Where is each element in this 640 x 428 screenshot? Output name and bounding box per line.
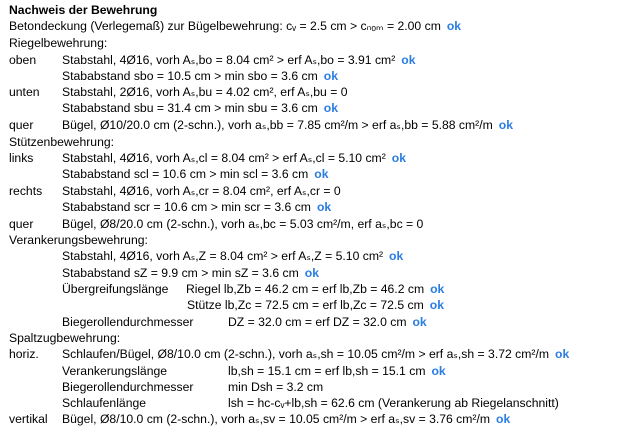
verankerung-line-1: Stabstahl, 4Ø16, vorh Aₛ,Z = 8.04 cm² > erf Aₛ,Z = 5.10 cm² ok <box>62 249 404 263</box>
verankerung-line-2: Stababstand sZ = 9.9 cm > min sZ = 3.6 cm ok <box>62 266 319 280</box>
ok-mark: ok <box>446 19 462 33</box>
ok-mark: ok <box>429 298 444 312</box>
uebergreifung-riegel: Riegel lb,Zb = 46.2 cm = erf lb,Zb = 46.2 cm ok <box>186 282 445 296</box>
biegerolle-value-1: DZ = 32.0 cm = erf DZ = 32.0 cm ok <box>228 315 427 329</box>
schlaufenlaenge-label: Schlaufenlänge <box>62 396 147 410</box>
verankerungslaenge-value: lb,sh = 15.1 cm = erf lb,sh = 15.1 cm ok <box>228 364 446 378</box>
quer-stuetze-line: Bügel, Ø8/20.0 cm (2-schn.), vorh aₛ,bc = 5.03 cm²/m, erf aₛ,bc = 0 <box>62 217 424 231</box>
spaltzug-heading: Spaltzugbewehrung: <box>9 331 121 345</box>
ok-mark: ok <box>314 167 329 181</box>
biegerolle-label-1: Biegerollendurchmesser <box>62 315 194 329</box>
riegel-heading: Riegelbewehrung: <box>9 36 108 50</box>
ok-mark: ok <box>323 101 338 115</box>
ok-mark: ok <box>401 53 416 67</box>
ok-mark: ok <box>498 118 513 132</box>
ok-mark: ok <box>496 412 511 426</box>
biegerolle-value-2: min Dsh = 3.2 cm <box>228 380 324 394</box>
ok-mark: ok <box>431 364 446 378</box>
rechts-line-2: Stababstand scr = 10.6 cm > min scr = 3.6 cm ok <box>62 200 332 214</box>
row-label-quer-stuetze: quer <box>9 217 34 231</box>
links-line-1: Stabstahl, 4Ø16, vorh Aₛ,cl = 8.04 cm² > erf Aₛ,cl = 5.10 cm² ok <box>62 151 406 165</box>
uebergreifung-label: Übergreifungslänge <box>62 282 169 296</box>
row-label-vertikal: vertikal <box>9 412 48 426</box>
verankerung-heading: Verankerungsbewehrung: <box>9 233 148 247</box>
vertikal-line-1: Bügel, Ø8/10.0 cm (2-schn.), vorh aₛ,sv = 10.05 cm²/m > erf aₛ,sv = 3.76 cm²/m ok <box>62 412 511 426</box>
unten-line-1: Stabstahl, 2Ø16, vorh Aₛ,bu = 4.02 cm², erf Aₛ,bu = 0 <box>62 85 348 99</box>
betondeckung-line: Betondeckung (Verlegemaß) zur Bügelbewehrung: cᵥ = 2.5 cm > cₙₒₘ = 2.00 cm ok <box>9 19 462 33</box>
row-label-quer: quer <box>9 118 34 132</box>
row-label-rechts: rechts <box>9 184 43 198</box>
row-label-oben: oben <box>9 53 37 67</box>
uebergreifung-stuetze: Stütze lb,Zc = 72.5 cm = erf lb,Zc = 72.5 cm ok <box>187 298 444 312</box>
ok-mark: ok <box>555 347 570 361</box>
ok-mark: ok <box>304 266 319 280</box>
unten-line-2: Stababstand sbu = 31.4 cm > min sbu = 3.6 cm ok <box>62 101 338 115</box>
page-title: Nachweis der Bewehrung <box>9 3 158 17</box>
oben-line-1: Stabstahl, 4Ø16, vorh Aₛ,bo = 8.04 cm² > erf Aₛ,bo = 3.91 cm² ok <box>62 53 416 67</box>
rechts-line-1: Stabstahl, 4Ø16, vorh Aₛ,cr = 8.04 cm², erf Aₛ,cr = 0 <box>62 184 341 198</box>
ok-mark: ok <box>391 151 406 165</box>
ok-mark: ok <box>389 249 404 263</box>
schlaufenlaenge-value: lsh = hc-cᵥ+lb,sh = 62.6 cm (Verankerung ab Riegelanschnitt) <box>228 396 559 410</box>
biegerolle-label-2: Biegerollendurchmesser <box>62 380 194 394</box>
ok-mark: ok <box>323 69 338 83</box>
stuetzen-heading: Stützenbewehrung: <box>9 135 115 149</box>
oben-line-2: Stababstand sbo = 10.5 cm > min sbo = 3.6 cm ok <box>62 69 338 83</box>
row-label-links: links <box>9 151 34 165</box>
ok-mark: ok <box>430 282 445 296</box>
row-label-unten: unten <box>9 85 40 99</box>
links-line-2: Stababstand scl = 10.6 cm > min scl = 3.6 cm ok <box>62 167 329 181</box>
horiz-line-1: Schlaufen/Bügel, Ø8/10.0 cm (2-schn.), vorh aₛ,sh = 10.05 cm²/m > erf aₛ,sh = 3.72 cm²/m ok <box>62 347 570 361</box>
ok-mark: ok <box>412 315 427 329</box>
row-label-horiz: horiz. <box>9 347 39 361</box>
ok-mark: ok <box>316 200 332 214</box>
quer-line-1: Bügel, Ø10/20.0 cm (2-schn.), vorh aₛ,bb = 7.85 cm²/m > erf aₛ,bb = 5.88 cm²/m ok <box>62 118 513 132</box>
verankerungslaenge-label: Verankerungslänge <box>62 364 168 378</box>
